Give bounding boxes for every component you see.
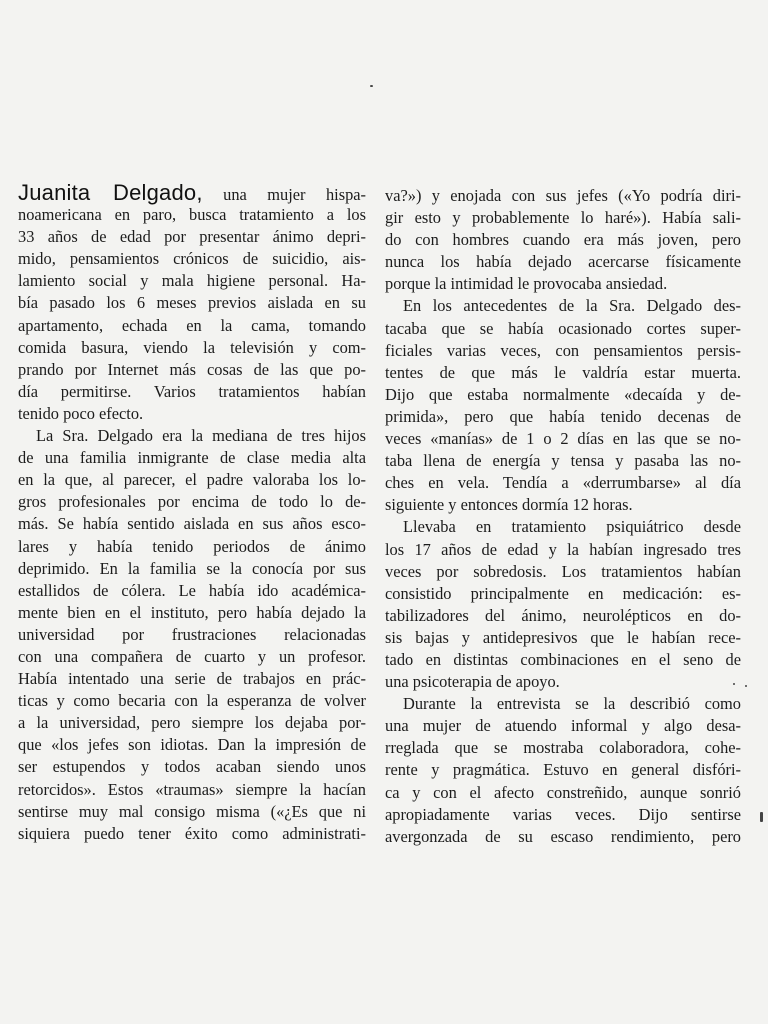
text-line: día permitirse. Varios tratamientos habían	[18, 381, 366, 401]
text-line: gros profesionales por encima de todo lo de-	[18, 492, 366, 512]
text-line: mente bien en el instituto, pero había dejado la	[18, 602, 366, 622]
text-line: a la universidad, pero siempre los dejaba por-	[18, 713, 366, 733]
text-line: una psicoterapia de apoyo.	[385, 672, 560, 692]
text-line: apropiadamente varias veces. Dijo sentirse	[385, 804, 741, 824]
text-line: de una familia inmigrante de clase media alta	[18, 448, 366, 468]
text-line: más. Se había sentido aislada en sus años esco-	[18, 514, 366, 534]
text-line: lamiento social y mala higiene personal. Ha-	[18, 271, 366, 291]
text-line: siguiente y entonces dormía 12 horas.	[385, 495, 633, 515]
text-line: con una compañera de cuarto y un profesor.	[18, 646, 366, 666]
text-line: estallidos de cólera. Le había ido académica-	[18, 580, 366, 600]
text-line: veces «manías» de 1 o 2 días en las que se no-	[385, 429, 741, 449]
text-line: nunca los había dejado acercarse físicamente	[385, 252, 741, 272]
text-line: bía pasado los 6 meses previos aislada en su	[18, 293, 366, 313]
text-line: Había intentado una serie de trabajos en prác-	[18, 669, 366, 689]
case-name-heading: Juanita Delgado,	[18, 180, 203, 205]
text-line-content: una mujer hispa-	[202, 185, 367, 204]
text-line: rreglada que se mostraba colaboradora, cohe-	[385, 738, 741, 758]
text-line: ficiales varias veces, con pensamientos persis-	[385, 340, 741, 360]
text-line: sentirse muy mal consigo misma («¿Es que ni	[18, 801, 366, 821]
right-column	[385, 185, 741, 848]
text-line: universidad por frustraciones relacionadas	[18, 624, 366, 644]
text-line: La Sra. Delgado era la mediana de tres hijos	[36, 426, 366, 446]
text-line: consistido principalmente en medicación: es-	[385, 583, 741, 603]
text-line: lares y había tenido periodos de ánimo	[18, 536, 366, 556]
text-line: mido, pensamientos crónicos de suicidio, ais-	[18, 249, 366, 269]
text-line: avergonzada de su escaso rendimiento, pero	[385, 826, 741, 846]
scan-speck	[760, 812, 763, 822]
text-line: rente y pragmática. Estuvo en general disfóri-	[385, 760, 741, 780]
text-line: tentes de que más le valdría estar muerta.	[385, 362, 741, 382]
text-line: tabilizadores del ánimo, neurolépticos en do-	[385, 605, 741, 625]
text-line: una mujer de atuendo informal y algo desa-	[385, 716, 741, 736]
text-line: los 17 años de edad y la habían ingresado tres	[385, 539, 741, 559]
text-line: Durante la entrevista se la describió como	[403, 694, 741, 714]
text-line: 33 años de edad por presentar ánimo depri-	[18, 227, 366, 247]
text-line: retorcidos». Estos «traumas» siempre la hacían	[18, 779, 366, 799]
text-line: taba llena de energía y tensa y pasaba las no-	[385, 451, 741, 471]
left-column	[18, 182, 366, 845]
text-line: apartamento, echada en la cama, tomando	[18, 315, 366, 335]
text-line: veces por sobredosis. Los tratamientos habían	[385, 561, 741, 581]
scan-speck	[370, 85, 373, 87]
text-line: comida basura, viendo la televisión y com-	[18, 337, 366, 357]
text-line: ser estupendos y todos acaban siendo unos	[18, 757, 366, 777]
text-line: siquiera puedo tener éxito como administrati-	[18, 823, 366, 843]
text-line: va?») y enojada con sus jefes («Yo podría diri-	[385, 186, 741, 205]
text-line: Dijo que estaba normalmente «decaída y de-	[385, 384, 741, 404]
text-line: gir esto y probablemente lo haré»). Había sali-	[385, 208, 741, 228]
scan-speck	[733, 683, 735, 685]
text-line: tacaba que se había ocasionado cortes super-	[385, 318, 741, 338]
text-line: que «los jefes son idiotas. Dan la impresión de	[18, 735, 366, 755]
text-line: tenido poco efecto.	[18, 403, 144, 423]
text-line: prando por Internet más cosas de las que po-	[18, 359, 366, 379]
text-line: en la que, al parecer, el padre valoraba los lo-	[18, 470, 366, 490]
text-line: ca y con el afecto constreñido, aunque sonrió	[385, 782, 741, 802]
text-line: Llevaba en tratamiento psiquiátrico desde	[403, 517, 741, 537]
text-line: deprimido. En la familia se la conocía por sus	[18, 558, 366, 578]
text-line: ticas y como becaria con la esperanza de volver	[18, 691, 366, 711]
text-line: sis bajas y antidepresivos que le habían rece-	[385, 627, 741, 647]
text-line: tado en distintas combinaciones en el seno de	[385, 649, 741, 669]
text-line: En los antecedentes de la Sra. Delgado des-	[403, 296, 741, 316]
text-line: ches en vela. Tendía a «derrumbarse» al día	[385, 473, 741, 493]
text-line: porque la intimidad le provocaba ansiedad.	[385, 274, 668, 294]
text-line	[18, 182, 366, 204]
scan-speck	[745, 685, 747, 687]
text-line: primida», pero que había tenido decenas de	[385, 406, 741, 426]
text-line: do con hombres cuando era más joven, pero	[385, 230, 741, 250]
text-line: noamericana en paro, busca tratamiento a los	[18, 205, 366, 225]
